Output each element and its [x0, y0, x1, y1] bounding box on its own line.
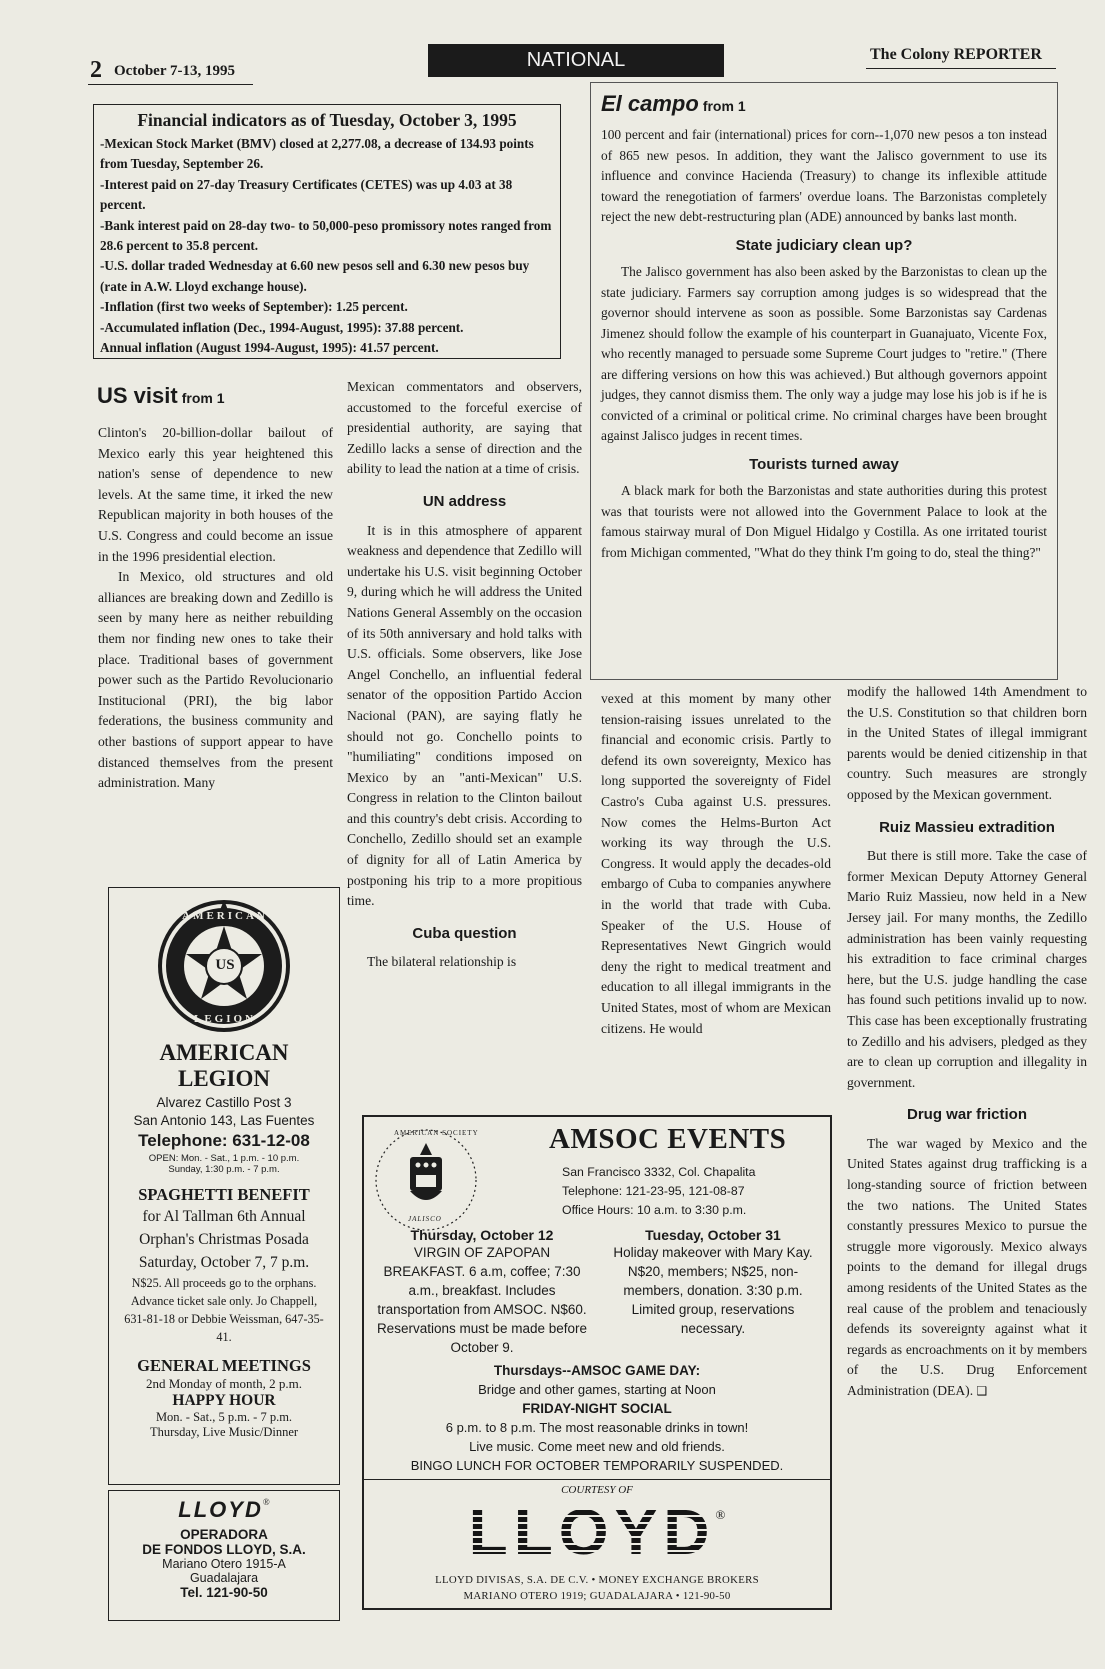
el-campo-title: El campo: [601, 91, 699, 116]
end-mark-icon: ❑: [976, 1384, 988, 1398]
lloyd-large-logo: [364, 1497, 830, 1567]
article-column-2: [347, 377, 582, 1102]
general-meetings-title: GENERAL MEETINGS: [137, 1356, 311, 1375]
el-campo-subhead-judiciary: State judiciary clean up?: [735, 236, 913, 254]
amsoc-event-left-date: Thursday, October 12: [410, 1227, 554, 1243]
el-campo-from: from 1: [702, 98, 746, 114]
spaghetti-benefit-line: for Al Tallman 6th Annual: [142, 1208, 306, 1225]
legion-open-hours: OPEN: Mon. - Sat., 1 p.m. - 10 p.m.: [148, 1153, 300, 1164]
courtesy-of-label: COURTESY OF: [561, 1484, 633, 1496]
financial-indicators-list: [100, 134, 554, 358]
amsoc-drinks: 6 p.m. to 8 p.m. The most reasonable drinks in town!: [445, 1420, 749, 1435]
subhead-cuba-question: Cuba question: [412, 924, 517, 942]
subhead-ruiz-massieu: Ruiz Massieu extradition: [879, 818, 1055, 836]
spaghetti-benefit-details: N$25. All proceeds go to the orphans. Advance ticket sale only. Jo Chappell, 631-81-18 or Debbie Weissman, 647-35-41.: [124, 1276, 324, 1344]
page-number: 2: [90, 57, 102, 83]
spaghetti-benefit-line: Saturday, October 7, 7 p.m.: [138, 1254, 310, 1271]
article-paragraph: It is in this atmosphere of apparent weakness and dependence that Zedillo will undertake his U.S. visit beginning October 9, during which he will address the United Nations General Assembly on the occasion of its 50th anniversary and hold talks with U.S. officials. Some observers, like Jose Angel Conchello, an influential federal senator of the opposition Partido Accion Nacional (PAN), are saying flatly he should not go. Conchello points to "humiliating" conditions imposed on Mexico by an "anti-Mexican" U.S. Congress in relation to the Clinton bailout and this country's debt crisis. According to Conchello, Zedillo should set an example of dignity for all of Latin America by postponing his trip to a more propitious time.: [347, 522, 582, 909]
header-rule-right: [866, 68, 1056, 69]
emblem-bottom-text: LEGION: [193, 1013, 256, 1025]
lloyd-small-line: Mariano Otero 1915-A: [162, 1557, 286, 1571]
legion-post: Alvarez Castillo Post 3: [156, 1095, 292, 1110]
el-campo-subhead-tourists: Tourists turned away: [749, 455, 899, 473]
amsoc-event-left-details: VIRGIN OF ZAPOPAN BREAKFAST. 6 a.m, coffee; 7:30 a.m., breakfast. Includes transportation from AMSOC. N$60. Reservations must be made before October 9.: [376, 1245, 588, 1355]
amsoc-bingo: BINGO LUNCH FOR OCTOBER TEMPORARILY SUSPENDED.: [410, 1458, 784, 1473]
article-paragraph: In Mexico, old structures and old alliances are breaking down and Zedillo is seen by many here as neither rebuilding them nor finding new ones to take their place. Traditional bases of government power such as the Partido Revolucionario Institucional (PRI), the big labor federations, the business community and other bastions of support appear to have distanced themselves from the present administration. Many: [98, 569, 333, 791]
legion-sunday-hours: Sunday, 1:30 p.m. - 7 p.m.: [168, 1164, 280, 1175]
subhead-drug-war: Drug war friction: [906, 1106, 1027, 1124]
lloyd-small-line: DE FONDOS LLOYD, S.A.: [142, 1542, 306, 1557]
general-meetings-line: 2nd Monday of month, 2 p.m.: [146, 1376, 302, 1391]
issue-date: October 7-13, 1995: [114, 63, 235, 79]
article-paragraph: [847, 1134, 1087, 1402]
article-paragraph: vexed at this moment by many other tension-raising issues unrelated to the financial and economic crisis. Partly to defend its own sovereignty, Mexico has long supported the sovereignty of Fidel Castro's Cuba against U.S. pressures. Now comes the Helms-Burton Act working its way through the U.S. Congress. It would apply the decades-old embargo of Cuba to companies anywhere in the world that trade with Cuba. Speaker of the U.S. House of Representatives Newt Gingrich would deny the right to medical treatment and education to all illegal immigrants in the United States, most of whom are Mexican citizens. He would: [601, 691, 831, 1036]
amsoc-weekly-events: [364, 1361, 830, 1475]
header-rule-left: [88, 84, 253, 85]
amsoc-events-ad: [362, 1115, 832, 1610]
financial-line: -Interest paid on 27-day Treasury Certificates (CETES) was up 4.03 at 38 percent.: [100, 176, 513, 213]
amsoc-game-day: Thursdays--AMSOC GAME DAY:: [493, 1363, 701, 1378]
article-column-3: [601, 689, 831, 1101]
amsoc-music: Live music. Come meet new and old friends.: [469, 1439, 725, 1454]
us-visit-from: from 1: [181, 390, 225, 406]
article-paragraph: Clinton's 20-billion-dollar bailout of Mexico early this year heightened this nation's sense of dependence to new levels. At the same time, it irked the new Republican majority in both houses of the U.S. Congress and could become an issue in the 1996 presidential election.: [98, 425, 333, 564]
us-visit-title: US visit: [97, 383, 178, 408]
article-paragraph: But there is still more. Take the case of former Mexican Deputy Attorney General Mario Ruiz Massieu, now held in a New Jersey jail. For many months, the Zedillo administration has been vainly requesting his extradition to face criminal charges here, but the U.S. judge handling the case has found such petitions invalid up to now. This case has been exceptionally frustrating to Zedillo and his advisers, pledged as they are to clean up corruption and illegality in government.: [847, 848, 1087, 1090]
seal-text-bottom: JALISCO: [408, 1215, 442, 1223]
el-campo-paragraph: 100 percent and fair (international) prices for corn--1,070 new pesos a ton instead of 865 new pesos. In addition, they want the Jalisco government to use its influence and convince Hacienda (Treasury) to change its inflexible attitude toward the renegotiation of farmers' overdue loans. The Barzonistas completely reject the new debt-restructuring plan (ADE) announced by banks last month.: [601, 127, 1047, 224]
spaghetti-benefit-line: Orphan's Christmas Posada: [139, 1231, 309, 1248]
financial-line: -Mexican Stock Market (BMV) closed at 2,277.08, a decrease of 134.93 points from Tuesday, September 26.: [100, 136, 534, 172]
amsoc-title: AMSOC EVENTS: [549, 1123, 787, 1155]
legion-telephone: Telephone: 631-12-08: [138, 1131, 310, 1150]
lloyd-large-footer-1: LLOYD DIVISAS, S.A. DE C.V. • MONEY EXCHANGE BROKERS: [435, 1574, 759, 1586]
amsoc-divider: [364, 1479, 830, 1480]
legion-name-2: LEGION: [177, 1066, 271, 1091]
amsoc-friday-social: FRIDAY-NIGHT SOCIAL: [522, 1401, 672, 1416]
financial-line: -Inflation (first two weeks of September): 1.25 percent.: [100, 299, 408, 315]
lloyd-operadora-ad: [108, 1490, 340, 1621]
article-paragraph: Mexican commentators and observers, accustomed to the forceful exercise of presidential authority, are saying that Zedillo lacks a sense of direction and the ability to lead the nation at a time of crisis.: [347, 379, 582, 477]
american-legion-ad: [108, 887, 340, 1485]
registered-mark: ®: [715, 1507, 726, 1522]
financial-line: Annual inflation (August 1994-August, 1995): 41.57 percent.: [100, 340, 439, 356]
el-campo-paragraph: The Jalisco government has also been asked by the Barzonistas to clean up the state judiciary. Farmers say corruption among judges is so widespread that the governor should intervene as soon as possible. Some Barzonistas say Cardenas Jimenez should follow the example of his counterpart in Guanajuato, Vicente Fox, who recently managed to persuade some Supreme Court judges to "retire." (There are differing versions on how this was achieved.) But although governors appoint judges, they cannot dismiss them. The only way a judge may lose his job is if he is convicted of a criminal or political crime. No criminal charges have been brought against Jalisco judges in recent times.: [601, 264, 1047, 443]
article-paragraph-text: The war waged by Mexico and the United States against drug trafficking is a long-standing source of friction between the two nations. The United States constantly pressures Mexico to pursue the struggle more vigorously. Mexico always points to the demand for illegal drugs among residents of the United States as the real cause of the problem and tenaciously defends its sovereignty against what it regards as encroachments on it by members of the U.S. Drug Enforcement Administration (DEA).: [847, 1135, 1087, 1398]
happy-hour-line: Thursday, Live Music/Dinner: [149, 1425, 299, 1439]
registered-mark: ®: [262, 1497, 270, 1507]
amsoc-event-right-details: Holiday makeover with Mary Kay. N$20, members; N$25, non-members, donation. 3:30 p.m. Limited group, reservations necessary.: [613, 1245, 813, 1336]
financial-line: -Bank interest paid on 28-day two- to 50,000-peso promissory notes ranged from 28.6 percent to 35.8 percent.: [100, 217, 552, 254]
financial-line: -Accumulated inflation (Dec., 1994-August, 1995): 37.88 percent.: [100, 319, 464, 335]
el-campo-box: [590, 82, 1058, 680]
spaghetti-benefit-title: SPAGHETTI BENEFIT: [138, 1185, 310, 1204]
happy-hour-title: HAPPY HOUR: [172, 1392, 276, 1409]
amsoc-office-hours: Office Hours: 10 a.m. to 3:30 p.m.: [562, 1203, 747, 1217]
legion-address: San Antonio 143, Las Fuentes: [133, 1113, 315, 1128]
el-campo-paragraph: A black mark for both the Barzonistas and state authorities during this protest was that tourists were not allowed into the Government Palace to look at the famous stairway mural of Don Miguel Hidalgo y Costilla. As one irritated tourist from Michigan commented, "What do they think I'm going to do, steal the thing?": [601, 483, 1047, 560]
lloyd-small-line: OPERADORA: [180, 1527, 268, 1542]
amsoc-telephone: Telephone: 121-23-95, 121-08-87: [562, 1184, 745, 1198]
financial-indicators-box: [93, 104, 561, 359]
seal-text-top: AMERICAN SOCIETY: [394, 1129, 479, 1137]
lloyd-small-line: Tel. 121-90-50: [180, 1585, 268, 1600]
emblem-top-text: AMERICAN: [182, 910, 268, 922]
article-paragraph: modify the hallowed 14th Amendment to the U.S. Constitution so that children born in the United States of illegal immigrant parents would be denied citizenship in that country. Such measures are strongly opposed by the Mexican government.: [847, 684, 1087, 802]
financial-indicators-title: Financial indicators as of Tuesday, October 3, 1995: [137, 110, 517, 130]
publication-name: The Colony REPORTER: [870, 46, 1042, 63]
el-campo-heading: [601, 91, 1047, 117]
amsoc-address: San Francisco 3332, Col. Chapalita: [562, 1165, 756, 1179]
lloyd-small-line: Guadalajara: [189, 1571, 259, 1585]
article-column-4: [847, 682, 1087, 1577]
section-banner: NATIONAL: [428, 44, 724, 77]
legion-name-1: AMERICAN: [159, 1040, 289, 1065]
lloyd-small-logo-text: LLOYD: [178, 1497, 263, 1522]
subhead-un-address: UN address: [422, 492, 507, 510]
us-visit-heading: [97, 383, 225, 409]
amsoc-event-left: [372, 1227, 592, 1357]
amsoc-event-right-date: Tuesday, October 31: [645, 1227, 781, 1243]
amsoc-event-right: [608, 1227, 818, 1338]
emblem-center-text: US: [215, 957, 235, 973]
lloyd-large-logo-text: LLOYD: [468, 1496, 716, 1568]
financial-line: -U.S. dollar traded Wednesday at 6.60 new pesos sell and 6.30 new pesos buy (rate in A.W. Lloyd exchange house).: [100, 258, 530, 294]
article-column-1: [98, 423, 333, 878]
happy-hour-line: Mon. - Sat., 5 p.m. - 7 p.m.: [155, 1410, 293, 1424]
article-paragraph: The bilateral relationship is: [367, 954, 517, 970]
lloyd-large-footer-2: MARIANO OTERO 1919; GUADALAJARA • 121-90-50: [463, 1590, 731, 1602]
amsoc-bridge: Bridge and other games, starting at Noon: [478, 1382, 716, 1397]
lloyd-small-logo: [109, 1497, 339, 1523]
